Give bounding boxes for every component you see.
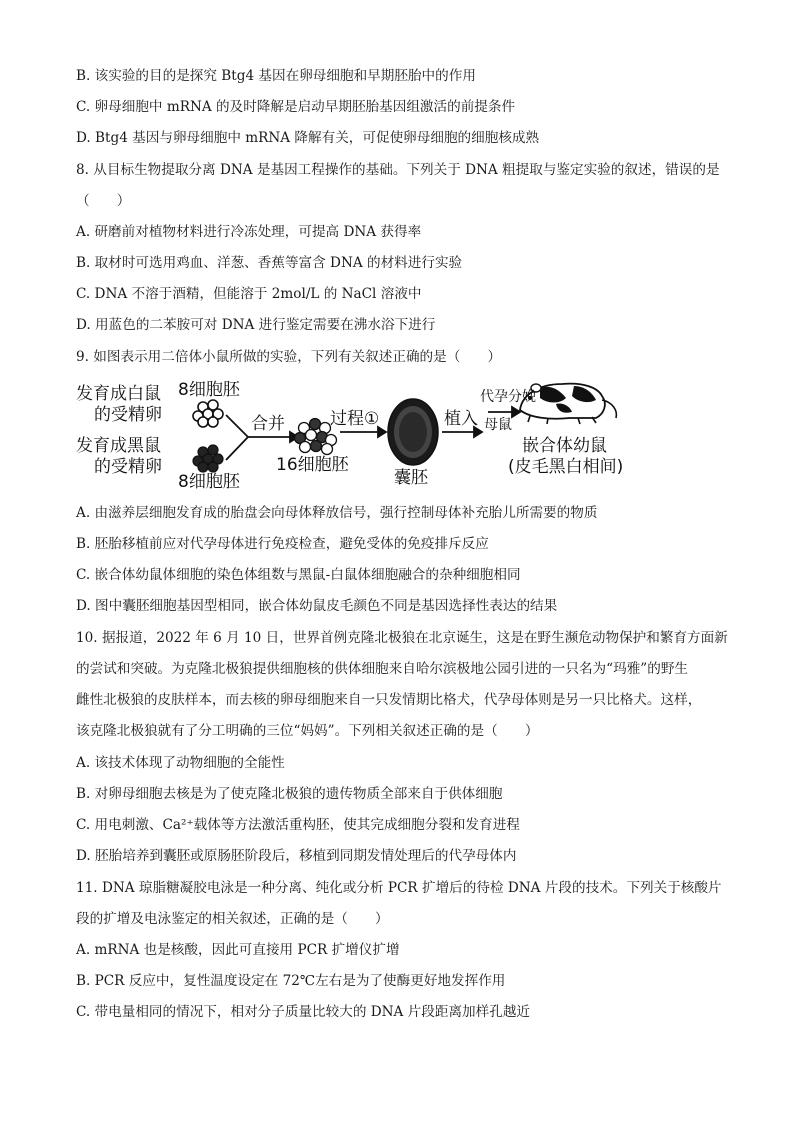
question-10-stem-4: 该克隆北极狼就有了分工明确的三位“妈妈”。下列相关叙述正确的是（ ） — [76, 723, 539, 739]
merge-label: 合并 — [251, 414, 285, 434]
implant-label: 植入 — [444, 409, 478, 429]
question-11-stem-2: 段的扩增及电泳鉴定的相关叙述，正确的是（ ） — [76, 911, 389, 927]
surrogate-label-2: 母鼠 — [484, 417, 512, 433]
question-9-option-a: A. 由滋养层细胞发育成的胎盘会向母体释放信号，强行控制母体补充胎儿所需要的物质 — [76, 505, 598, 521]
question-8-option-a: A. 研磨前对植物材料进行冷冻处理，可提高 DNA 获得率 — [76, 224, 422, 240]
question-8-stem: 8. 从目标生物提取分离 DNA 是基因工程操作的基础。下列关于 DNA 粗提取与鉴定实验的叙述，错误的是 — [76, 162, 720, 178]
black-egg-label: 发育成黑鼠 — [76, 436, 161, 456]
option-8prev-d: D. Btg4 基因与卵母细胞中 mRNA 降解有关，可促使卵母细胞的细胞核成熟 — [76, 130, 540, 146]
question-8-option-d: D. 用蓝色的二苯胺可对 DNA 进行鉴定需要在沸水浴下进行 — [76, 317, 436, 333]
question-9-option-b: B. 胚胎移植前应对代孕母体进行免疫检查，避免受体的免疫排斥反应 — [76, 536, 489, 552]
embryo-8cell-top-icon — [193, 400, 223, 427]
question-11-option-c: C. 带电量相同的情况下，相对分子质量比较大的 DNA 片段距离加样孔越近 — [76, 1004, 531, 1020]
question-10-option-b: B. 对卵母细胞去核是为了使克隆北极狼的遗传物质全部来自于供体细胞 — [76, 786, 503, 802]
question-9-stem: 9. 如图表示用二倍体小鼠所做的实验，下列有关叙述正确的是（ ） — [76, 349, 502, 365]
embryo-8cell-bottom-label: 8细胞胚 — [178, 472, 240, 492]
embryo-8cell-bottom-icon — [193, 445, 223, 472]
question-8-bracket: （ ） — [76, 193, 131, 209]
black-egg-label-2: 的受精卵 — [94, 457, 162, 477]
question-9-option-c: C. 嵌合体幼鼠体细胞的染色体组数与黑鼠-白鼠体细胞融合的杂种细胞相同 — [76, 567, 521, 583]
question-8-option-c: C. DNA 不溶于酒精，但能溶于 2mol/L 的 NaCl 溶液中 — [76, 286, 422, 302]
option-8prev-b: B. 该实验的目的是探究 Btg4 基因在卵母细胞和早期胚胎中的作用 — [76, 68, 476, 84]
surrogate-label: 代孕分娩 — [480, 389, 536, 405]
question-10-option-d: D. 胚胎培养到囊胚或原肠胚阶段后，移植到同期发情处理后的代孕母体内 — [76, 848, 517, 864]
chimera-label-2: (皮毛黑白相间) — [508, 457, 624, 477]
question-10-stem-3: 雌性北极狼的皮肤样本，而去核的卵母细胞来自一只发情期比格犬，代孕母体则是另一只比格犬。这样， — [76, 692, 702, 708]
question-9-option-d: D. 图中囊胚细胞基因型相同，嵌合体幼鼠皮毛颜色不同是基因选择性表达的结果 — [76, 598, 558, 614]
question-10-stem-2: 的尝试和突破。为克隆北极狼提供细胞核的供体细胞来自哈尔滨极地公园引进的一只名为“玛雅”的野生 — [76, 661, 689, 677]
question-11-option-b: B. PCR 反应中，复性温度设定在 72℃左右是为了使酶更好地发挥作用 — [76, 973, 506, 989]
option-8prev-c: C. 卵母细胞中 mRNA 的及时降解是启动早期胚胎基因组激活的前提条件 — [76, 99, 516, 115]
white-egg-label-2: 的受精卵 — [94, 405, 162, 425]
blastocyst-icon — [388, 399, 438, 465]
process1-label: 过程① — [330, 409, 380, 429]
blastocyst-label: 囊胚 — [394, 468, 428, 488]
question-10-option-c: C. 用电刺激、Ca²⁺载体等方法激活重构胚，使其完成细胞分裂和发育进程 — [76, 817, 520, 833]
chimera-label: 嵌合体幼鼠 — [522, 436, 607, 456]
question-10-option-a: A. 该技术体现了动物细胞的全能性 — [76, 755, 285, 771]
question-10-stem-1: 10. 据报道，2022 年 6 月 10 日，世界首例克隆北极狼在北京诞生，这是在野生濒危动物保护和繁育方面新 — [76, 630, 728, 646]
question-11-stem-1: 11. DNA 琼脂糖凝胶电泳是一种分离、纯化或分析 PCR 扩增后的待检 DNA 片段的技术。下列关于核酸片 — [76, 880, 722, 896]
white-egg-label: 发育成白鼠 — [76, 384, 161, 404]
embryo-16cell-label: 16细胞胚 — [276, 455, 349, 475]
embryo-8cell-top-label: 8细胞胚 — [178, 380, 240, 400]
question-8-option-b: B. 取材时可选用鸡血、洋葱、香蕉等富含 DNA 的材料进行实验 — [76, 255, 463, 271]
question-11-option-a: A. mRNA 也是核酸，因此可直接用 PCR 扩增仪扩增 — [76, 942, 400, 958]
